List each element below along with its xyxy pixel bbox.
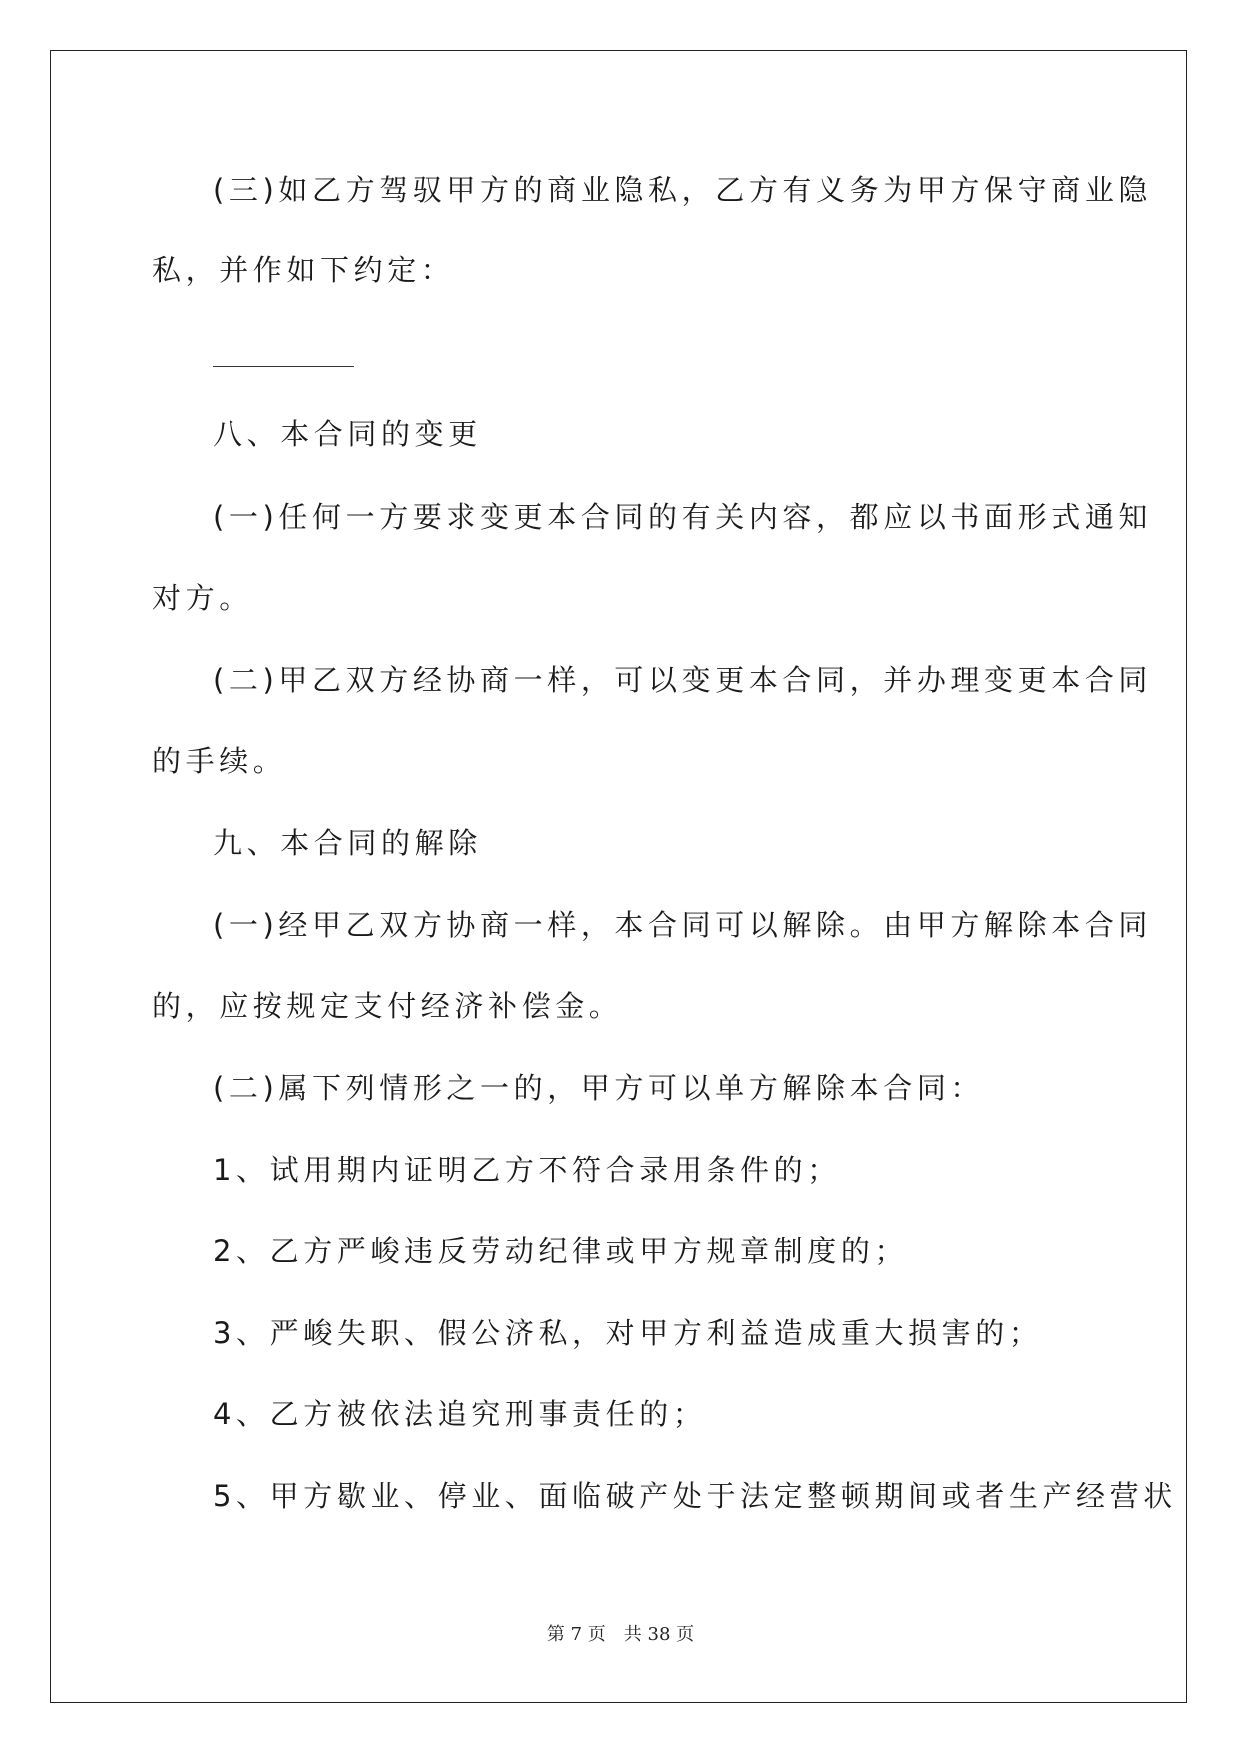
section-heading: 八、本合同的变更 xyxy=(213,417,482,451)
section-heading: 九、本合同的解除 xyxy=(213,826,482,860)
paragraph-line: (二)属下列情形之一的，甲方可以单方解除本合同： xyxy=(213,1071,985,1105)
list-item: 2、乙方严峻违反劳动纪律或甲方规章制度的； xyxy=(213,1234,909,1268)
paragraph-line: 的，应按规定支付经济补偿金。 xyxy=(152,989,623,1023)
page-border xyxy=(50,50,1187,1703)
paragraph-line: (一)任何一方要求变更本合同的有关内容，都应以书面形式通知 xyxy=(213,500,1153,534)
blank-fill-line xyxy=(213,366,354,367)
paragraph-line: 对方。 xyxy=(152,581,253,615)
paragraph-line: (三)如乙方驾驭甲方的商业隐私，乙方有义务为甲方保守商业隐 xyxy=(213,173,1153,207)
list-item: 5、甲方歇业、停业、面临破产处于法定整顿期间或者生产经营状 xyxy=(213,1479,1177,1513)
list-item: 4、乙方被依法追究刑事责任的； xyxy=(213,1397,707,1431)
paragraph-line: (一)经甲乙双方协商一样，本合同可以解除。由甲方解除本合同 xyxy=(213,908,1153,942)
list-item: 1、试用期内证明乙方不符合录用条件的； xyxy=(213,1153,841,1187)
page-number-footer: 第 7 页 共 38 页 xyxy=(546,1624,695,1645)
paragraph-line: 私，并作如下约定： xyxy=(152,253,455,287)
paragraph-line: 的手续。 xyxy=(152,744,287,778)
paragraph-line: (二)甲乙双方经协商一样，可以变更本合同，并办理变更本合同 xyxy=(213,663,1153,697)
list-item: 3、严峻失职、假公济私，对甲方利益造成重大损害的； xyxy=(213,1316,1043,1350)
